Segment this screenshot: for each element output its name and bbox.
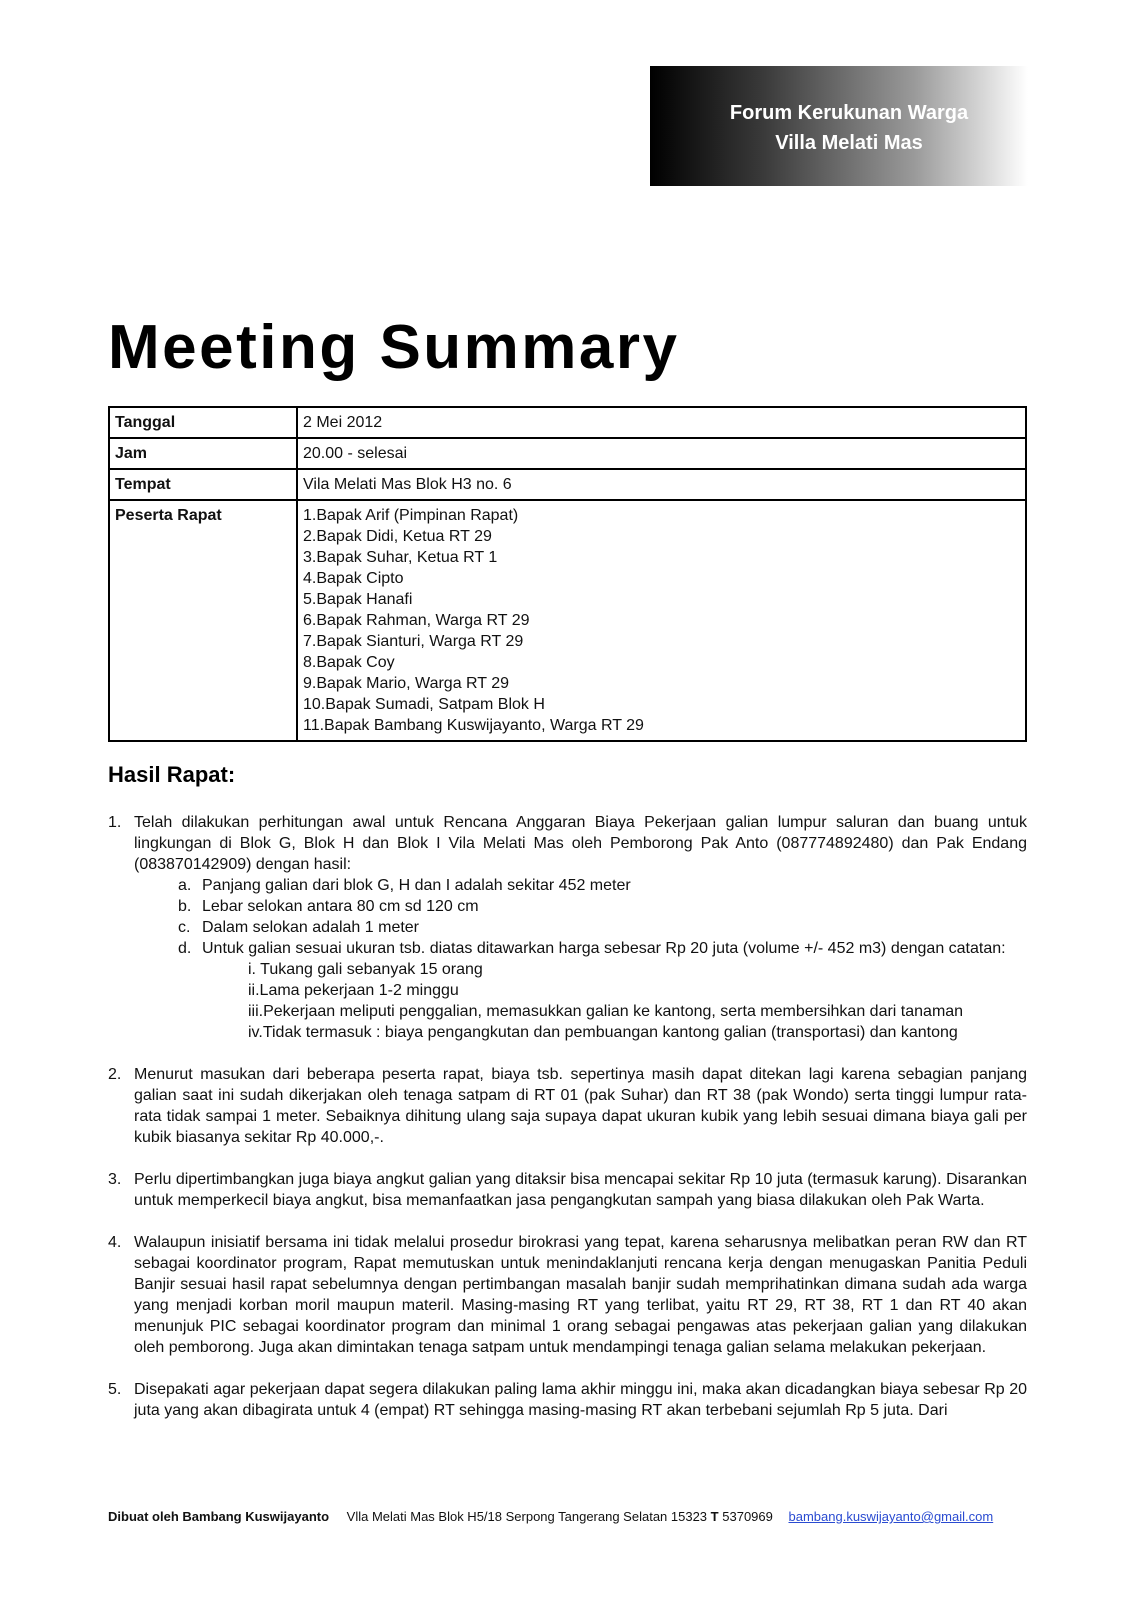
table-row [109, 407, 1026, 438]
item-number: 5. [108, 1381, 122, 1398]
result-item-2 [108, 1064, 1027, 1148]
item-text: Menurut masukan dari beberapa peserta rapat, biaya tsb. sepertinya masih dapat ditekan lagi karena sebagian panjang galian saat ini sudah dikerjakan oleh tenaga satpam di RT 01 (pak Suhar) dan RT 38 (pak Wondo) serta tinggi lumpur rata-rata tidak sampai 1 meter. Sebaiknya dihitung ulang saja supaya dapat ukuran kubik yang lebih sesuai dimana biaya gali per kubik biasanya sekitar Rp 40.000,-. [134, 1066, 1027, 1146]
list-item: 9.Bapak Mario, Warga RT 29 [303, 675, 510, 692]
list-item: 10.Bapak Sumadi, Satpam Blok H [303, 696, 545, 713]
item-text: Telah dilakukan perhitungan awal untuk Rencana Anggaran Biaya Pekerjaan galian lumpur saluran dan buang untuk lingkungan di Blok G, Blok H dan Blok I Vila Melati Mas oleh Pemborong Pak Anto (087774892480) dan Pak Endang (083870142909) dengan hasil: [134, 814, 1027, 873]
list-item: 3.Bapak Suhar, Ketua RT 1 [303, 549, 498, 566]
table-row [109, 500, 1026, 741]
jam-value: 20.00 - selesai [297, 438, 1026, 469]
sub-item [178, 938, 1027, 959]
table-row [109, 469, 1026, 500]
result-item-1 [108, 812, 1027, 1043]
result-item-5 [108, 1379, 1027, 1421]
list-item: 8.Bapak Coy [303, 654, 395, 671]
item-number: 4. [108, 1234, 122, 1251]
footer-tel: 5370969 [722, 1509, 773, 1524]
sub-text: Untuk galian sesuai ukuran tsb. diatas ditawarkan harga sebesar Rp 20 juta (volume +/- 452 m3) dengan catatan: [202, 940, 1006, 957]
item-number: 1. [108, 814, 122, 831]
results-heading: Hasil Rapat: [108, 762, 236, 787]
page-title: Meeting Summary [108, 313, 680, 382]
list-item: 1.Bapak Arif (Pimpinan Rapat) [303, 507, 519, 524]
sub-sub-item: iii.Pekerjaan meliputi penggalian, memasukkan galian ke kantong, serta membersihkan dari tanaman [248, 1003, 964, 1020]
sub-sub-item: i. Tukang gali sebanyak 15 orang [248, 961, 483, 978]
footer-author: Dibuat oleh Bambang Kuswijayanto [108, 1509, 330, 1524]
item-text: Walaupun inisiatif bersama ini tidak melalui prosedur birokrasi yang tepat, karena seharusnya melibatkan peran RW dan RT sebagai koordinator program, Rapat memutuskan untuk menindaklanjuti rencana kerja dengan menugaskan Panitia Peduli Banjir sesuai hasil rapat sebelumnya dengan pertimbangan masalah banjir sudah memprihatinkan dimana sudah ada warga yang menjadi korban moril maupun materil. Masing-masing RT yang terlibat, yaitu RT 29, RT 38, RT 1 dan RT 40 akan menunjuk PIC sebagai koordinator program dan minimal 1 orang sebagai pengawas atas pekerjaan galian yang dilakukan oleh pemborong. Juga akan dimintakan tenaga satpam untuk mendampingi tenaga galian selama melakukan pekerjaan. [134, 1234, 1027, 1356]
tempat-label: Tempat [109, 469, 297, 500]
list-item: 2.Bapak Didi, Ketua RT 29 [303, 528, 492, 545]
sub-item [178, 896, 1027, 917]
item-number: 3. [108, 1171, 122, 1188]
tanggal-label: Tanggal [109, 407, 297, 438]
item-text: Perlu dipertimbangkan juga biaya angkut galian yang ditaksir bisa mencapai sekitar Rp 10 juta (termasuk karung). Disarankan untuk memperkecil biaya angkut, bisa memanfaatkan jasa pengangkutan sampah yang biasa dilakukan oleh Pak Warta. [134, 1171, 1027, 1209]
list-item: 6.Bapak Rahman, Warga RT 29 [303, 612, 530, 629]
peserta-label: Peserta Rapat [109, 500, 297, 741]
peserta-cell [297, 500, 1026, 741]
sub-text: Dalam selokan adalah 1 meter [202, 919, 420, 936]
list-item: 5.Bapak Hanafi [303, 591, 413, 608]
meeting-info-table [108, 406, 1027, 742]
jam-label: Jam [109, 438, 297, 469]
organization-banner [650, 66, 1028, 186]
item-number: 2. [108, 1066, 122, 1083]
sub-text: Lebar selokan antara 80 cm sd 120 cm [202, 898, 479, 915]
item-text: Disepakati agar pekerjaan dapat segera dilakukan paling lama akhir minggu ini, maka akan dicadangkan biaya sebesar Rp 20 juta yang akan dibagirata untuk 4 (empat) RT sehingga masing-masing RT akan terbebani sejumlah Rp 5 juta. Dari [134, 1381, 1027, 1419]
results-list [108, 812, 1027, 1442]
table-row [109, 438, 1026, 469]
sub-letter: c. [178, 919, 191, 936]
list-item: 11.Bapak Bambang Kuswijayanto, Warga RT 29 [303, 717, 644, 734]
tanggal-value: 2 Mei 2012 [297, 407, 1026, 438]
org-name-line1: Forum Kerukunan Warga [729, 102, 969, 124]
sub-sub-list [248, 959, 1027, 1043]
list-item: 7.Bapak Sianturi, Warga RT 29 [303, 633, 524, 650]
footer-address: Vlla Melati Mas Blok H5/18 Serpong Tangerang Selatan 15323 [346, 1509, 708, 1524]
sub-text: Panjang galian dari blok G, H dan I adalah sekitar 452 meter [202, 877, 631, 894]
org-name-line2: Villa Melati Mas [775, 132, 923, 154]
sub-sub-item: ii.Lama pekerjaan 1-2 minggu [248, 982, 459, 999]
page-footer [108, 1509, 993, 1524]
sub-sub-item: iv.Tidak termasuk : biaya pengangkutan dan pembuangan kantong galian (transportasi) dan kantong [248, 1024, 958, 1041]
result-item-3 [108, 1169, 1027, 1211]
participant-list [303, 505, 1020, 736]
footer-tel-label: T [710, 1509, 719, 1524]
list-item: 4.Bapak Cipto [303, 570, 404, 587]
result-item-4 [108, 1232, 1027, 1358]
sub-letter: a. [178, 877, 192, 894]
tempat-value: Vila Melati Mas Blok H3 no. 6 [297, 469, 1026, 500]
sub-letter: b. [178, 898, 192, 915]
sub-list [178, 875, 1027, 1043]
sub-item [178, 917, 1027, 938]
sub-letter: d. [178, 940, 192, 957]
sub-item [178, 875, 1027, 896]
footer-email-link[interactable]: bambang.kuswijayanto@gmail.com [788, 1509, 994, 1524]
